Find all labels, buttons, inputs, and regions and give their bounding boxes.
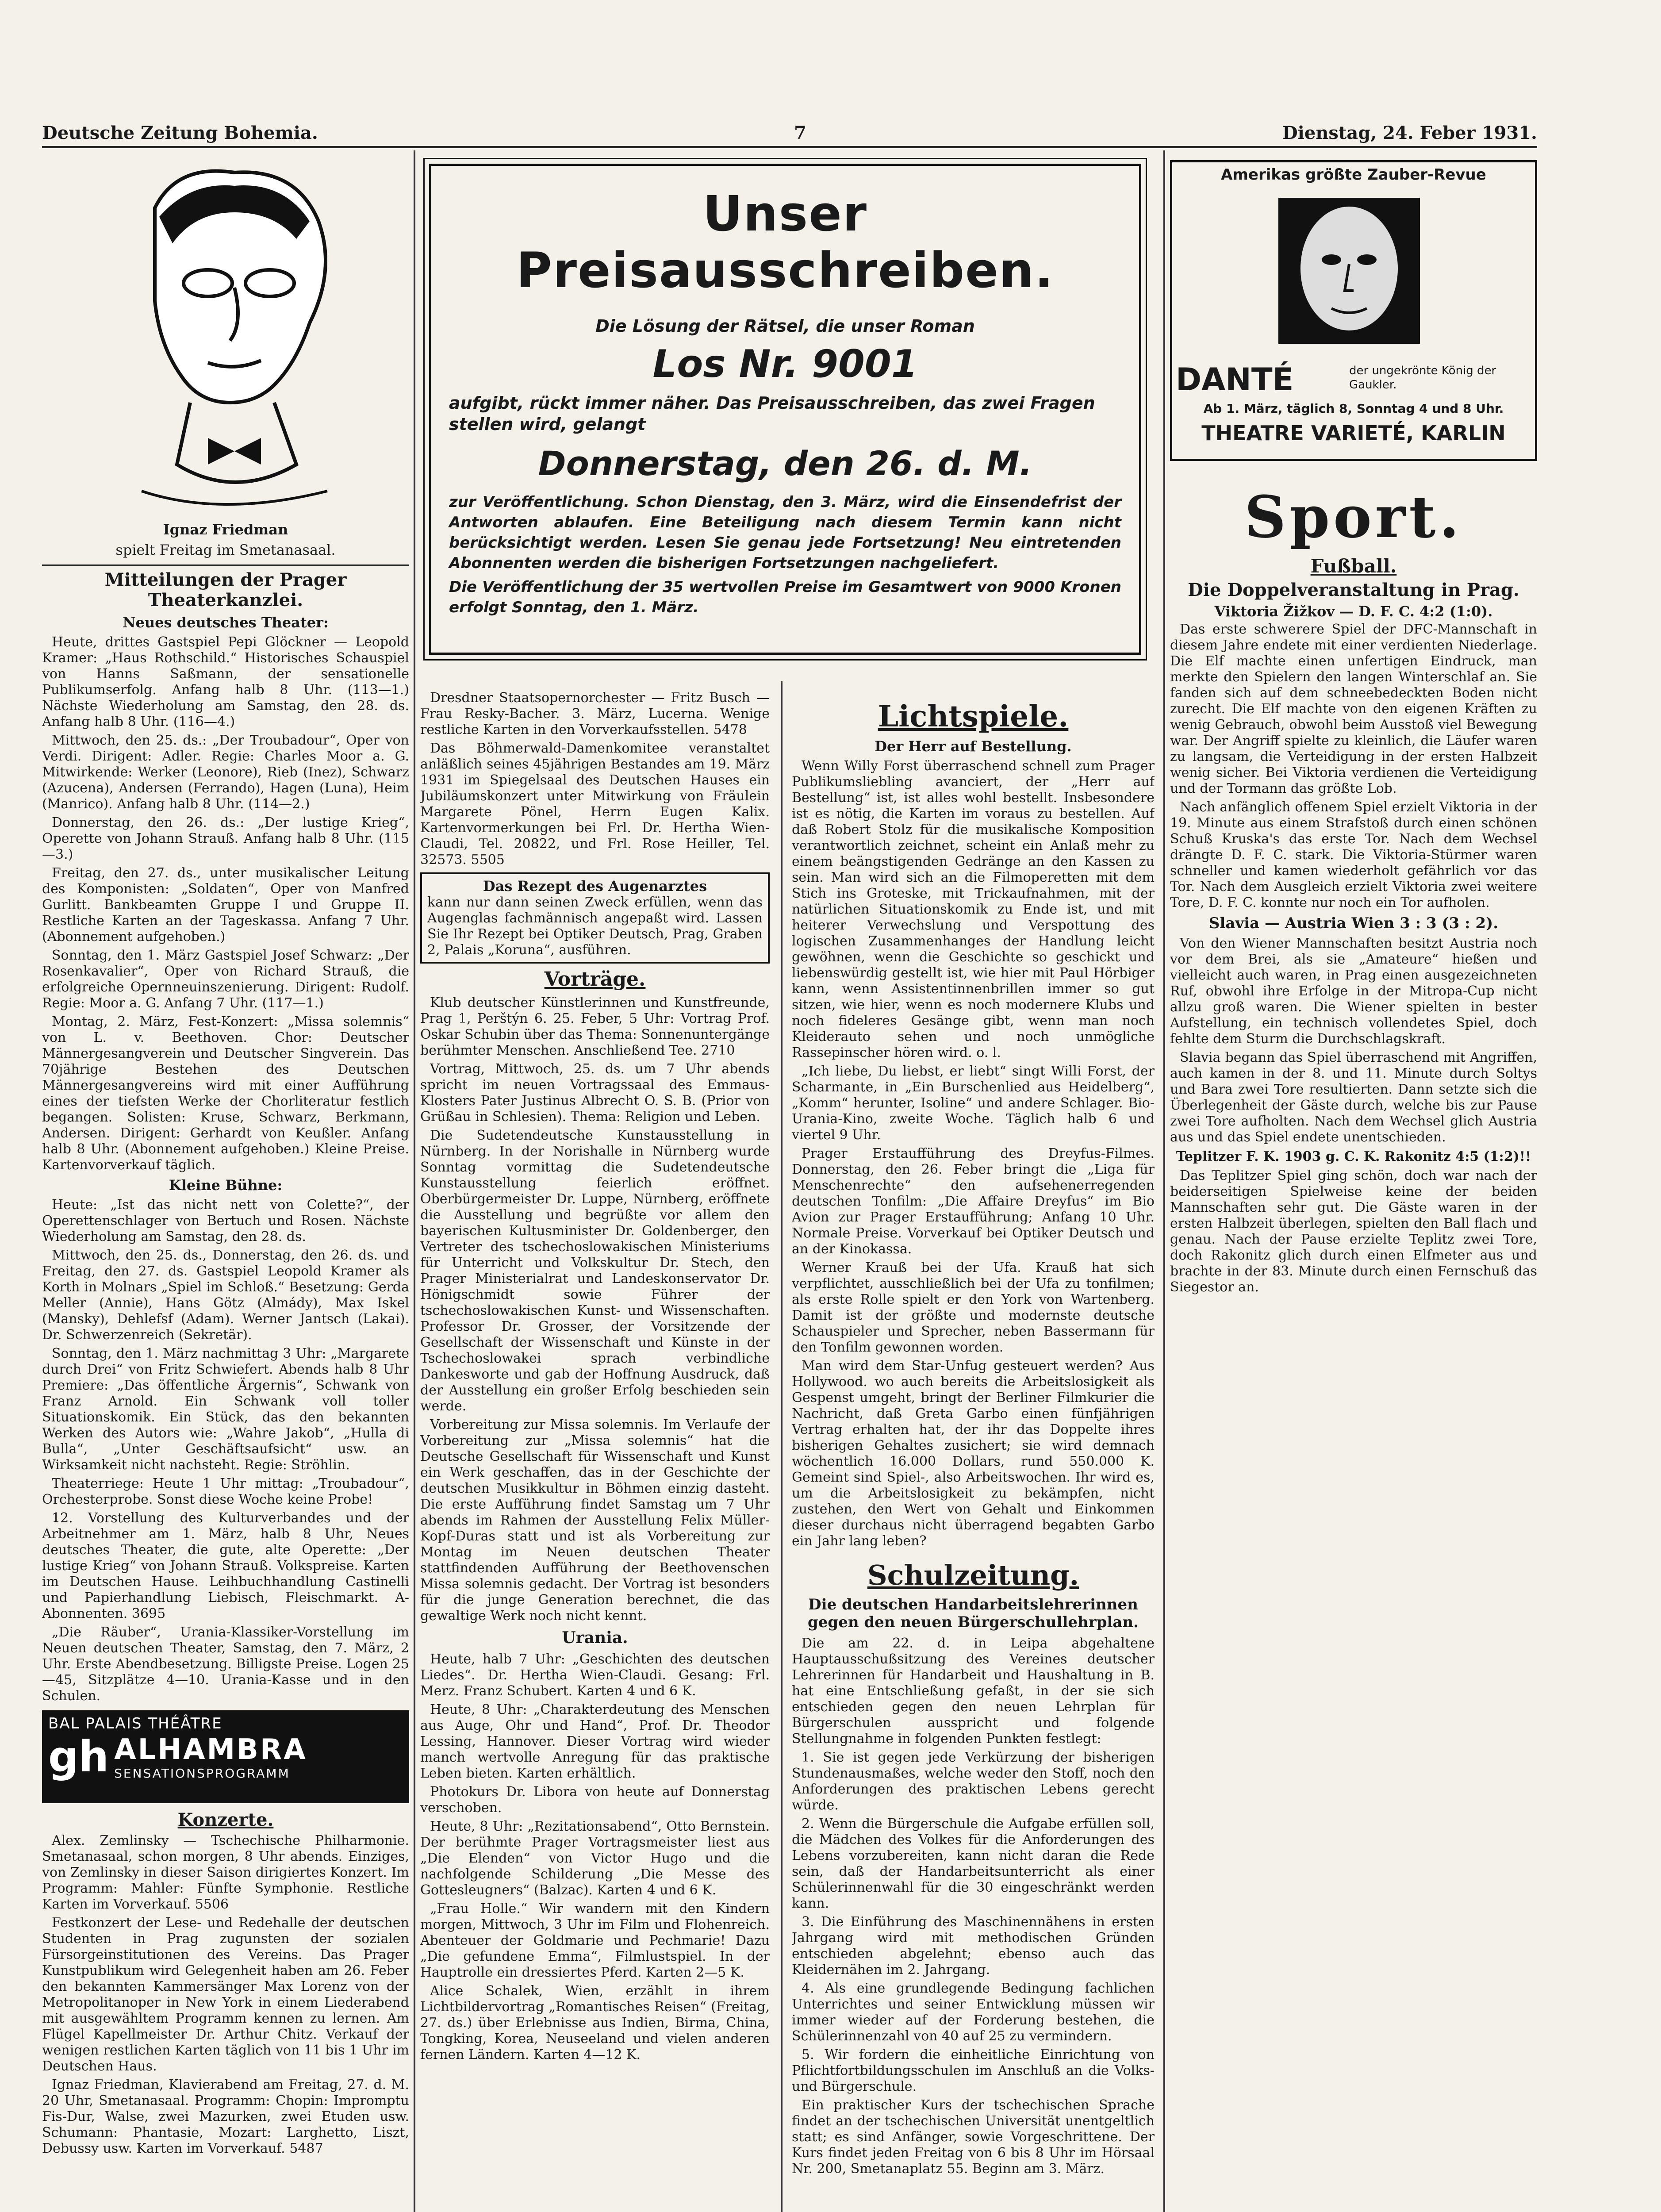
notice: Heute, 8 Uhr: „Rezitationsabend“, Otto Bernstein. Der berühmte Prager Vortragsmeister liest aus „Die Elenden“ von Victor Hugo und die nachfolgende Schilderung „Die Messe des Gottesleugners“ (Balzac). Karten 4 und 6 K. — [420, 1819, 770, 1898]
article-title-doppelveranstaltung: Die Doppelveranstaltung in Prag. — [1188, 580, 1519, 600]
section-title-sport: Sport. — [1244, 483, 1463, 551]
notice: Prager Erstaufführung des Dreyfus-Filmes. Donnerstag, den 26. Feber bringt die „Liga für Menschenrechte“ den aufsehenerregenden deutschen Tonfilm: „Die Affaire Dreyfus“ im Bio Avion zur Prager Erstaufführung; Anfang 10 Uhr. Normale Preise. Vorverkauf bei Optiker Deutsch und an der Kinokassa. — [792, 1146, 1155, 1257]
ad-alhambra: ALHAMBRA — [114, 1733, 307, 1766]
notice: 12. Vorstellung des Kulturverbandes und der Arbeitnehmer am 1. März, halb 8 Uhr, Neues deutsches Theater, die gute, alte Operette: „Der lustige Krieg“ von Johann Strauß. Volkspreise. Karten im Deutschen Hause. Leihbuchhandlung Castinelli und Papierhandlung Liebisch, Fleischmarkt. A-Abonnenten. 3695 — [42, 1510, 409, 1621]
notice: „Frau Holle.“ Wir wandern mit den Kindern morgen, Mittwoch, 3 Uhr im Film und Flohenreich. Abenteuer der Goldmarie und Pechmarie! Dazu „Die gefundene Emma“, Filmlustspiel. In der Hauptrolle ein dressiertes Pferd. Karten 2—5 K. — [420, 1901, 770, 1980]
dante-desc: der ungekrönte König der Gaukler. — [1349, 364, 1496, 392]
preis-title: Unser Preisausschreiben. — [516, 185, 1054, 299]
section-title-theaterkanzlei: Mitteilungen der Prager Theaterkanzlei. — [104, 569, 347, 611]
match-score-slavia: Slavia — Austria Wien 3 : 3 (3 : 2). — [1208, 914, 1499, 932]
notice: Theaterriege: Heute 1 Uhr mittag: „Troubadour“, Orchesterprobe. Sonst diese Woche keine Probe! — [42, 1476, 409, 1507]
section-title-vortraege: Vorträge. — [544, 968, 646, 991]
notice: Vorbereitung zur Missa solemnis. Im Verlaufe der Vorbereitung zur „Missa solemnis“ hat die Deutsche Gesellschaft für Wissenschaft und Kunst ein Werk geschaffen, das in der Geschichte der deutschen Musikkultur in Böhmen einzig dasteht. Die erste Aufführung findet Samstag um 7 Uhr abends im Rahmen der Ausstellung Felix Müller-Kopf-Duras statt und ist als Vorbereitung zur Montag im Neuen deutschen Theater stattfindenden Aufführung der Beethovenschen Missa solemnis gedacht. Der Vortrag ist besonders für die junge Generation berechnet, die das gewaltige Werk noch nicht kennt. — [420, 1417, 770, 1624]
notice: Wenn Willy Forst überraschend schnell zum Prager Publikumsliebling avanciert, der „Herr auf Bestellung“ ist, ist alles wohl bestellt. Insbesondere ist es nötig, die Karten im voraus zu bestellen. Auf daß Robert Stolz für die musikalische Komposition verantwortlich zeichnet, scheint ein Anlaß mehr zu einem beängstigenden Gedränge an den Kassen zu sein. Man wird sich an die Filmoperetten mit dem Stich ins Groteske, mit Trickaufnahmen, mit der natürlichen Situationskomik zu Ende ist, und mit heiterer Verwechslung und Verspottung des logischen Zusammenhanges der Handlung leicht gewöhnen, wenn die Geschichte so geschickt und liebenswürdig gestellt ist, wie hier mit Paul Hörbiger kann, wenn Assistentinnenbrillen immer so gut sitzen, wie hier, wenn es noch modernere Klubs und noch fideleres Gesänge gibt, wenn man noch Kleiderauto sehen und noch unmögliche Rassepinscher hören wird. o. l. — [792, 758, 1155, 1060]
preis-date: Donnerstag, den 26. d. M. — [538, 444, 1032, 483]
preis-line-1: Die Lösung der Rätsel, die unser Roman — [595, 316, 975, 336]
announcements — [420, 690, 770, 868]
preis-line-3: zur Veröffentlichung. Schon Dienstag, den 3. März, wird die Einsendefrist der Antworten ablaufen. Eine Beteiligung nach diesem Termin kann nicht berücksichtigt werden. Lesen Sie genau jede Fortsetzung! Neu eintretenden Abonnenten werden die bisherigen Fortsetzungen nachgeliefert. — [449, 493, 1121, 572]
theater-notices — [42, 634, 409, 1173]
notice: Photokurs Dr. Libora von heute auf Donnerstag verschoben. — [420, 1784, 770, 1816]
subheading-fussball: Fußball. — [1310, 555, 1397, 577]
notice: Freitag, den 27. ds., unter musikalischer Leitung des Komponisten: „Soldaten“, Oper von Manfred Gurlitt. Bankbeamten Gruppe I und Gruppe II. Restliche Karten an der Tageskassa. Anfang 7 Uhr. (Abonnement aufgehoben.) — [42, 865, 409, 945]
section-title-schulzeitung: Schulzeitung. — [867, 1559, 1079, 1591]
notice: Sonntag, den 1. März nachmittag 3 Uhr: „Margarete durch Drei“ von Fritz Schwiefert. Abends halb 8 Uhr Premiere: „Das öffentliche Ärgernis“, Schwank von Franz Arnold. Ein Schwank voll toller Situationskomik. Ein Stück, das den bekannten Werken des Autors wie: „Wahre Jakob“, „Hulla di Bulla“, „Unter Geschäftsaufsicht“ usw. an Wirksamkeit nicht nachsteht. Regie: Ströhlin. — [42, 1346, 409, 1473]
ad-top-line: BAL PALAIS THÉÂTRE — [48, 1715, 222, 1732]
column-3 — [1170, 150, 1537, 2212]
schulzeitung-text — [792, 1636, 1155, 2177]
sport-text — [1170, 1168, 1537, 1295]
rezept-ad — [420, 872, 770, 964]
section-title-konzerte: Konzerte. — [177, 1809, 274, 1830]
notice: Die am 22. d. in Leipa abgehaltene Hauptausschußsitzung des Vereines deutscher Lehrerinnen für Handarbeit und Haushaltung in B. hat eine Entschließung gefaßt, in der sie sich entschieden gegen den neuen Lehrplan für Bürgerschulen ausspricht und folgende Stellungnahme in folgenden Punkten festlegt: — [792, 1636, 1155, 1747]
notice: Sonntag, den 1. März Gastspiel Josef Schwarz: „Der Rosenkavalier“, Oper von Richard Strauß, die erfolgreiche Opernneuinszenierung. Dirigent: Rudolf. Regie: Moor a. G. Anfang 7 Uhr. (117—1.) — [42, 948, 409, 1011]
kleine-buehne-notices — [42, 1197, 409, 1704]
ad-logo: gh — [48, 1732, 109, 1782]
notice: Werner Krauß bei der Ufa. Krauß hat sich verpflichtet, ausschließlich bei der Ufa zu tonfilmen; als erste Rolle spielt er den York von Wartenberg. Damit ist der größte und modernste deutsche Schauspieler und Sprecher, neben Bassermann für den Tonfilm gewonnen worden. — [792, 1260, 1155, 1355]
column-2-right — [792, 690, 1155, 2212]
masthead: Deutsche Zeitung Bohemia. — [42, 122, 318, 143]
dante-top: Amerikas größte Zauber-Revue — [1221, 166, 1486, 184]
notice: Die Sudetendeutsche Kunstausstellung in Nürnberg. In der Norishalle in Nürnberg wurde Sonntag vormittag die Sudetendeutsche Kunstausstellung feierlich eröffnet. Oberbürgermeister Dr. Luppe, Nürnberg, eröffnete die Ausstellung und begrüßte vor allem den bayerischen Kultusminister Dr. Goldenberger, den Vertreter des tschechoslowakischen Ministeriums für Unterricht und Volkskultur Dr. Stech, den Prager Ministerialrat und Landeskonservator Dr. Hönigschmidt sowie Führer der tschechoslowakischen Kunst- und Wissenschaften. Professor Dr. Grosser, der Vorsitzende der Gesellschaft der Wissenschaft und Künste in der Tschechoslowakei sprach verbindliche Dankesworte und gab der Hoffnung Ausdruck, daß der Ausstellung ein großer Erfolg beschieden sein werde. — [420, 1128, 770, 1414]
notice: 4. Als eine grundlegende Bedingung fachlichen Unterrichtes und seiner Entwicklung müssen wir immer wieder auf der Forderung bestehen, die Schülerinnenzahl von 40 auf 25 zu vermindern. — [792, 1981, 1155, 2044]
notice: Ignaz Friedman, Klavierabend am Freitag, 27. d. M. 20 Uhr, Smetanasaal. Programm: Chopin: Impromptu Fis-Dur, Walse, zwei Mazurken, zwei Etuden usw. Schumann: Phantasie, Mozart: Larghetto, Liszt, Debussy usw. Karten im Vorverkauf. 5487 — [42, 2077, 409, 2156]
notice: Alice Schalek, Wien, erzählt in ihrem Lichtbildervortrag „Romantisches Reisen“ (Freitag, 27. ds.) über Erlebnisse aus Indien, Birma, China, Tongking, Korea, Neuseeland und vielen anderen fernen Ländern. Karten 4—12 K. — [420, 1983, 770, 2062]
match-score-viktoria: Viktoria Žižkov — D. F. C. 4:2 (1:0). — [1214, 603, 1493, 620]
lichtspiele-notices — [792, 758, 1155, 1549]
notice: Donnerstag, den 26. ds.: „Der lustige Krieg“, Operette von Johann Strauß. Anfang halb 8 Uhr. (115—3.) — [42, 815, 409, 862]
urania-notices — [420, 1651, 770, 2063]
notice: Mittwoch, den 25. ds.: „Der Troubadour“, Oper von Verdi. Dirigent: Adler. Regie: Charles Moor a. G. Mitwirkende: Werker (Leonore), Rieb (Inez), Schwarz (Azucena), Andersen (Ferrando), Hagen (Luna), Heim (Manrico). Anfang halb 8 Uhr. (114—2.) — [42, 733, 409, 812]
notice: Heute, 8 Uhr: „Charakterdeutung des Menschen aus Auge, Ohr und Hand“, Prof. Dr. Theodor Lessing, Hannover. Dieser Vortrag wird wieder manch wertvolle Anregung für das praktische Leben bieten. Karten erhältlich. — [420, 1702, 770, 1781]
column-2-left — [420, 690, 770, 2212]
konzerte-notices — [42, 1833, 409, 2157]
notice: Das Böhmerwald-Damenkomitee veranstaltet anläßlich seines 45jährigen Bestandes am 19. März 1931 im Spiegelsaal des Deutschen Hauses ein Jubiläumskonzert unter Mitwirkung von Fräulein Margarete Pönel, Herrn Eugen Kalix. Kartenvormerkungen bei Frl. Dr. Hertha Wien-Claudi, Tel. 20822, und Frl. Rose Heiller, Tel. 32573. 5505 — [420, 741, 770, 868]
notice: „Ich liebe, Du liebst, er liebt“ singt Willi Forst, der Scharmante, in „Ein Burschenlied aus Heidelberg“, „Komm“ herunter, Isoline“ und andere Schlager. Bio-Urania-Kino, zweite Woche. Täglich halb 6 und viertel 9 Uhr. — [792, 1064, 1155, 1143]
page-header — [42, 119, 1537, 148]
alhambra-ad — [42, 1710, 409, 1803]
dante-venue: THEATRE VARIETÉ, KARLIN — [1201, 421, 1506, 445]
notice: Montag, 2. März, Fest-Konzert: „Missa solemnis“ von L. v. Beethoven. Chor: Deutscher Männergesangverein und Deutscher Singverein. Das 70jährige Bestehen des Deutschen Männergesangvereins wird mit einer Aufführung eines der tiefsten Werke der Chorliteratur festlich begangen. Solisten: Kruse, Schwarz, Berkmann, Andersen. Dirigent: Gerhardt von Keußler. Anfang halb 8 Uhr. (Abonnement aufgehoben.) Kleine Preise. Kartenvorverkauf täglich. — [42, 1014, 409, 1173]
notice: Heute, halb 7 Uhr: „Geschichten des deutschen Liedes“. Dr. Hertha Wien-Claudi. Gesang: Frl. Merz. Franz Schubert. Karten 4 und 6 K. — [420, 1651, 770, 1699]
caricature-illustration — [88, 155, 363, 518]
caricature-name: Ignaz Friedman — [163, 521, 288, 538]
notice: „Die Räuber“, Urania-Klassiker-Vorstellung im Neuen deutschen Theater, Samstag, den 7. März, 2 Uhr. Erste Abendbesetzung. Billigste Preise. Logen 25—45, Sitzplätze 4—10. Urania-Kasse und in den Schulen. — [42, 1624, 409, 1704]
section-title-urania: Urania. — [562, 1628, 628, 1647]
column-rule — [414, 150, 415, 2212]
notice: Mittwoch, den 25. ds., Donnerstag, den 26. ds. und Freitag, den 27. ds. Gastspiel Leopold Kramer als Korth in Molnars „Spiel im Schloß.“ Besetzung: Gerda Meller (Annie), Hans Götz (Almády), Max Iskel (Mansky), Dehlefsf (Adam). Werner Jantsch (Lakai). Dr. Schwerzenreich (Sekretär). — [42, 1248, 409, 1343]
vortraege-notices — [420, 995, 770, 1624]
notice: 1. Sie ist gegen jede Verkürzung der bisherigen Stundenausmaßes, welche weder den Stoff, noch den Anforderungen des praktischen Lebens gerecht würde. — [792, 1750, 1155, 1813]
notice: Festkonzert der Lese- und Redehalle der deutschen Studenten in Prag zugunsten der sozialen Fürsorgeinstitutionen des Vereins. Das Prager Kunstpublikum wird Gelegenheit haben am 26. Feber den bekannten Kammersänger Max Lorenz von der Metropolitanoper in New York in einem Liederabend mit ausgewähltem Programm kennen zu lernen. Am Flügel Kapellmeister Dr. Arthur Chitz. Verkauf der wenigen restlichen Karten täglich von 11 bis 1 Uhr im Deutschen Haus. — [42, 1915, 409, 2074]
preis-line-4: Die Veröffentlichung der 35 wertvollen Preise im Gesamtwert von 9000 Kronen erfolgt Sonntag, den 1. März. — [449, 578, 1121, 616]
paragraph: Nach anfänglich offenem Spiel erzielt Viktoria in der 19. Minute aus einem Strafstoß durch einen schönen Schuß Kruska's das erste Tor. Nach dem Wechsel drängte D. F. C. stark. Die Viktoria-Stürmer waren schneller und kamen wiederholt gefährlich vor das Tor. Nach dem Ausgleich erzielt Viktoria zwei weitere Tore, D. F. C. konnte nur noch ein Tor aufholen. — [1170, 799, 1537, 910]
sport-text — [1170, 936, 1537, 1145]
rezept-title: Das Rezept des Augenarztes — [483, 878, 707, 895]
dante-name: DANTÉ — [1176, 361, 1294, 398]
notice: 3. Die Einführung des Maschinennähens in ersten Jahrgang wird mit methodischen Gründen entschieden abgelehnt; ebenso auch das Kleidernähen im 2. Jahrgang. — [792, 1914, 1155, 1978]
sport-text — [1170, 622, 1537, 911]
notice: 5. Wir fordern die einheitliche Einrichtung von Pflichtfortbildungsschulen im Anschluß an die Volks- und Bürgerschule. — [792, 2047, 1155, 2094]
paragraph: Slavia begann das Spiel überraschend mit Angriffen, auch kamen in der 8. und 11. Minute durch Soltys und Bara zwei Tore resultierten. Dann setzte sich die Überlegenheit der Gäste durch, welche bis zur Pause zwei Tore aufholten. Nach dem Wechsel glich Austria aus und das Spiel endete unentschieden. — [1170, 1050, 1537, 1145]
ad-sub: SENSATIONSPROGRAMM — [114, 1766, 290, 1781]
notice: Klub deutscher Künstlerinnen und Kunstfreunde, Prag 1, Perštýn 6. 25. Feber, 5 Uhr: Vortrag Prof. Oskar Schubin über das Thema: Sonnenuntergänge berühmter Menschen. Anschließend Tee. 2710 — [420, 995, 770, 1058]
match-score-teplitz: Teplitzer F. K. 1903 g. C. K. Rakonitz 4:5 (1:2)!! — [1176, 1149, 1531, 1164]
column-rule — [1163, 150, 1165, 2212]
article-title-herr-auf-bestellung: Der Herr auf Bestellung. — [875, 738, 1072, 755]
rezept-text: kann nur dann seinen Zweck erfüllen, wenn das Augenglas fachmännisch angepaßt wird. Lassen Sie Ihr Rezept bei Optiker Deutsch, Prag, Graben 2, Palais „Koruna“, ausführen. — [427, 895, 763, 958]
subheading-kleine-buehne: Kleine Bühne: — [169, 1177, 283, 1194]
caricature-caption: spielt Freitag im Smetanasaal. — [115, 541, 336, 558]
paragraph: Von den Wiener Mannschaften besitzt Austria noch vor dem Brei, als sie „Amateure“ hießen und vielleicht auch waren, in Prag einen ausgezeichneten Ruf, obwohl ihre Erfolge in der Mitropa-Cup nicht allzu groß waren. Die Wiener spielten in bester Aufstellung, ein technisch vollendetes Spiel, doch fehlte dem Sturm die Durchschlagskraft. — [1170, 936, 1537, 1047]
paragraph: Das Teplitzer Spiel ging schön, doch war nach der beiderseitigen Spielweise keine der beiden Mannschaften sehr gut. Die Gäste waren in der ersten Halbzeit überlegen, spielten den Ball flach und genau. Nach der Pause erzielte Teplitz zwei Tore, doch Rakonitz glich durch einen Elfmeter aus und brachte in der 83. Minute durch einen Fernschuß das Siegestor an. — [1170, 1168, 1537, 1295]
notice: Ein praktischer Kurs der tschechischen Sprache findet an der tschechischen Universität unentgeltlich statt; es sind Anfänger, sowie Vorgeschrittene. Der Kurs findet jeden Freitag von 6 bis 8 Uhr im Hörsaal Nr. 200, Smetanaplatz 55. Beginn am 3. März. — [792, 2097, 1155, 2177]
notice: Vortrag, Mittwoch, 25. ds. um 7 Uhr abends spricht im neuen Vortragssaal des Emmaus-Klosters Pater Justinus Albrecht O. S. B. (Prior von Grüßau in Schlesien). Thema: Religion und Leben. — [420, 1061, 770, 1125]
notice: 2. Wenn die Bürgerschule die Aufgabe erfüllen soll, die Mädchen des Volkes für die Anforderungen des Lebens vorzubereiten, kann nicht daran die Rede sein, daß der Handarbeitsunterricht als einer Schülerinnenwahl für die 30 eingeschränkt werden kann. — [792, 1816, 1155, 1911]
notice: Heute: „Ist das nicht nett von Colette?“, der Operettenschlager von Bertuch und Rosen. Nächste Wiederholung am Samstag, den 28. ds. — [42, 1197, 409, 1244]
subheading-neues-theater: Neues deutsches Theater: — [123, 614, 329, 631]
section-title-lichtspiele: Lichtspiele. — [878, 699, 1069, 733]
notice: Man wird dem Star-Unfug gesteuert werden? Aus Hollywood. wo auch bereits die Arbeitslosigkeit als Gespenst umgeht, bringt der Berliner Filmkurier die Nachricht, daß Greta Garbo einen fünfjährigen Vertrag erhalten hat, der ihr das Doppelte ihres bisherigen Gehaltes zusichert; sie wird demnach wöchentlich 16.000 Dollars, rund 550.000 K. Gemeint sind Spiel-, also Arbeitswochen. Ihr wird es, um die Arbeitslosigkeit zu bekämpfen, nicht zustehen, den Wert von Gehalt und Einkommen dieser durchaus nicht überragend begabten Garbo ein Jahr lang leben? — [792, 1358, 1155, 1549]
notice: Heute, drittes Gastspiel Pepi Glöckner — Leopold Kramer: „Haus Rothschild.“ Historisches Schauspiel von Hanns Saßmann, der sensationelle Publikumserfolg. Anfang halb 8 Uhr. (113—1.) Nächste Wiederholung am Samstag, den 28. ds. Anfang halb 8 Uhr. (116—4.) — [42, 634, 409, 730]
column-rule — [781, 681, 783, 2212]
page-number: 7 — [794, 122, 806, 143]
preis-line-2: aufgibt, rückt immer näher. Das Preisausschreiben, das zwei Fragen stellen wird, gelangt — [449, 393, 1095, 434]
article-title-handarbeit: Die deutschen Handarbeitslehrerinnen gegen den neuen Bürgerschullehrplan. — [808, 1596, 1139, 1631]
column-1 — [42, 150, 409, 2212]
notice: Dresdner Staatsopernorchester — Fritz Busch — Frau Resky-Bacher. 3. März, Lucerna. Wenige restliche Karten in den Vorverkaufsstellen. 5478 — [420, 690, 770, 737]
preisausschreiben-box — [429, 164, 1141, 655]
notice: Alex. Zemlinsky — Tschechische Philharmonie. Smetanasaal, schon morgen, 8 Uhr abends. Einziges, von Zemlinsky in dieser Saison dirigiertes Konzert. Im Programm: Mahler: Fünfte Symphonie. Restliche Karten im Vorverkauf. 5506 — [42, 1833, 409, 1912]
paragraph: Das erste schwerere Spiel der DFC-Mannschaft in diesem Jahre endete mit einer verdienten Niederlage. Die Elf machte einen unfertigen Eindruck, man merkte den Spielern den langen Winterschlaf an. Sie fanden sich auf dem schneebedeckten Boden nicht zurecht. Die Elf machte von den eigenen Kräften zu wenig Gebrauch, obwohl beim Ausstoß viel Bewegung war. Der Angriff spielte zu kleinlich, die Läufer waren zu langsam, die Verteidigung in der ersten Halbzeit wenig sicher. Bei Viktoria verdienen die Verteidigung und der Tormann das größte Lob. — [1170, 622, 1537, 796]
dante-times: Ab 1. März, täglich 8, Sonntag 4 und 8 Uhr. — [1203, 401, 1504, 416]
dante-ad — [1170, 160, 1537, 461]
issue-date: Dienstag, 24. Feber 1931. — [1282, 122, 1537, 143]
dante-portrait — [1261, 189, 1438, 357]
preis-los: Los Nr. 9001 — [652, 342, 918, 386]
